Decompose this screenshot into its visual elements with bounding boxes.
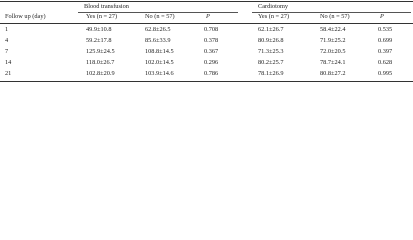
header-yes-blood: Yes (n = 27) xyxy=(86,13,118,20)
bottom-rule xyxy=(0,81,413,82)
row-yes-blood: 59.2±17.8 xyxy=(86,37,112,44)
row-p-blood: 0.378 xyxy=(204,37,219,44)
row-no-cardiotomy: 78.7±24.1 xyxy=(320,59,346,66)
header-no-blood: No (n = 57) xyxy=(145,13,175,20)
row-p-blood: 0.367 xyxy=(204,48,219,55)
header-no-cardiotomy: No (n = 57) xyxy=(320,13,350,20)
header-yes-cardiotomy: Yes (n = 27) xyxy=(258,13,290,20)
row-yes-cardiotomy: 80.2±25.7 xyxy=(258,59,284,66)
row-p-cardiotomy: 0.628 xyxy=(378,59,393,66)
row-p-blood: 0.296 xyxy=(204,59,219,66)
row-p-blood: 0.786 xyxy=(204,70,219,77)
row-yes-cardiotomy: 62.1±26.7 xyxy=(258,26,284,33)
header-followup: Follow up (day) xyxy=(5,13,46,20)
row-day: 21 xyxy=(5,70,12,77)
row-yes-cardiotomy: 71.3±25.3 xyxy=(258,48,284,55)
header-group-blood-transfusion: Blood transfusion xyxy=(84,3,129,10)
row-day: 1 xyxy=(5,26,9,33)
row-no-cardiotomy: 72.0±20.5 xyxy=(320,48,346,55)
row-no-cardiotomy: 71.9±25.2 xyxy=(320,37,346,44)
row-no-cardiotomy: 58.4±22.4 xyxy=(320,26,346,33)
row-yes-blood: 49.9±10.8 xyxy=(86,26,112,33)
row-day: 14 xyxy=(5,59,12,66)
header-p-cardiotomy: P xyxy=(380,13,384,20)
top-rule xyxy=(0,1,413,2)
row-no-blood: 102.0±14.5 xyxy=(145,59,174,66)
row-no-blood: 103.9±14.6 xyxy=(145,70,174,77)
row-day: 7 xyxy=(5,48,9,55)
row-day: 4 xyxy=(5,37,9,44)
row-yes-blood: 125.9±24.5 xyxy=(86,48,115,55)
header-group-cardiotomy: Cardiotomy xyxy=(258,3,289,10)
row-p-cardiotomy: 0.397 xyxy=(378,48,393,55)
row-no-blood: 85.6±33.9 xyxy=(145,37,171,44)
row-yes-blood: 118.0±26.7 xyxy=(86,59,115,66)
header-bottom-rule xyxy=(0,23,413,24)
data-table xyxy=(0,0,413,88)
row-p-blood: 0.708 xyxy=(204,26,219,33)
header-p-blood: P xyxy=(206,13,210,20)
row-p-cardiotomy: 0.535 xyxy=(378,26,393,33)
row-yes-cardiotomy: 80.9±26.8 xyxy=(258,37,284,44)
row-yes-blood: 102.8±20.9 xyxy=(86,70,115,77)
row-no-cardiotomy: 80.8±27.2 xyxy=(320,70,346,77)
row-p-cardiotomy: 0.699 xyxy=(378,37,393,44)
row-yes-cardiotomy: 78.1±26.9 xyxy=(258,70,284,77)
row-no-blood: 108.8±14.5 xyxy=(145,48,174,55)
row-no-blood: 62.8±26.5 xyxy=(145,26,171,33)
row-p-cardiotomy: 0.995 xyxy=(378,70,393,77)
